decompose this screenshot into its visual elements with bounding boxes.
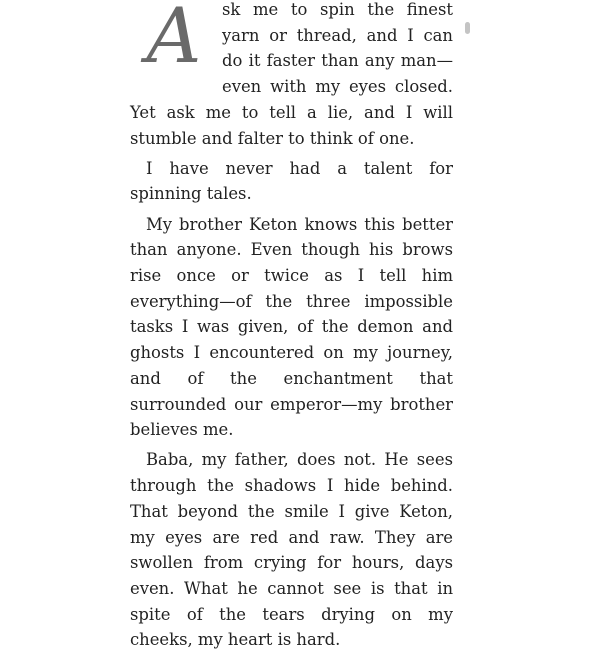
drop-cap-letter: A xyxy=(146,0,202,80)
reading-page xyxy=(130,0,453,658)
paragraph-4: Baba, my father, does not. He sees through the shadows I hide behind. That beyond the smile I give Keton, my eyes are red and raw. They are swollen from crying for hours, days even. What he cannot see is that in spite of the tears drying on my cheeks, my heart is hard. xyxy=(130,450,453,650)
paragraph-1 xyxy=(130,0,453,151)
scrollbar-thumb[interactable] xyxy=(465,22,470,34)
paragraph-2: I have never had a talent for spinning tales. xyxy=(130,158,453,204)
paragraph-3: My brother Keton knows this better than anyone. Even though his brows rise once or twice as I tell him everything—of the three impossible tasks I was given, of the demon and ghosts I encountered on my journey, and of the enchantment that surrounded our emperor—my brother believes me. xyxy=(130,214,453,440)
paragraph-1-text: sk me to spin the finest yarn or thread, and I can do it faster than any man—even with my eyes closed. Yet ask me to tell a lie, and I will stumble and falter to think of one. xyxy=(130,0,453,148)
